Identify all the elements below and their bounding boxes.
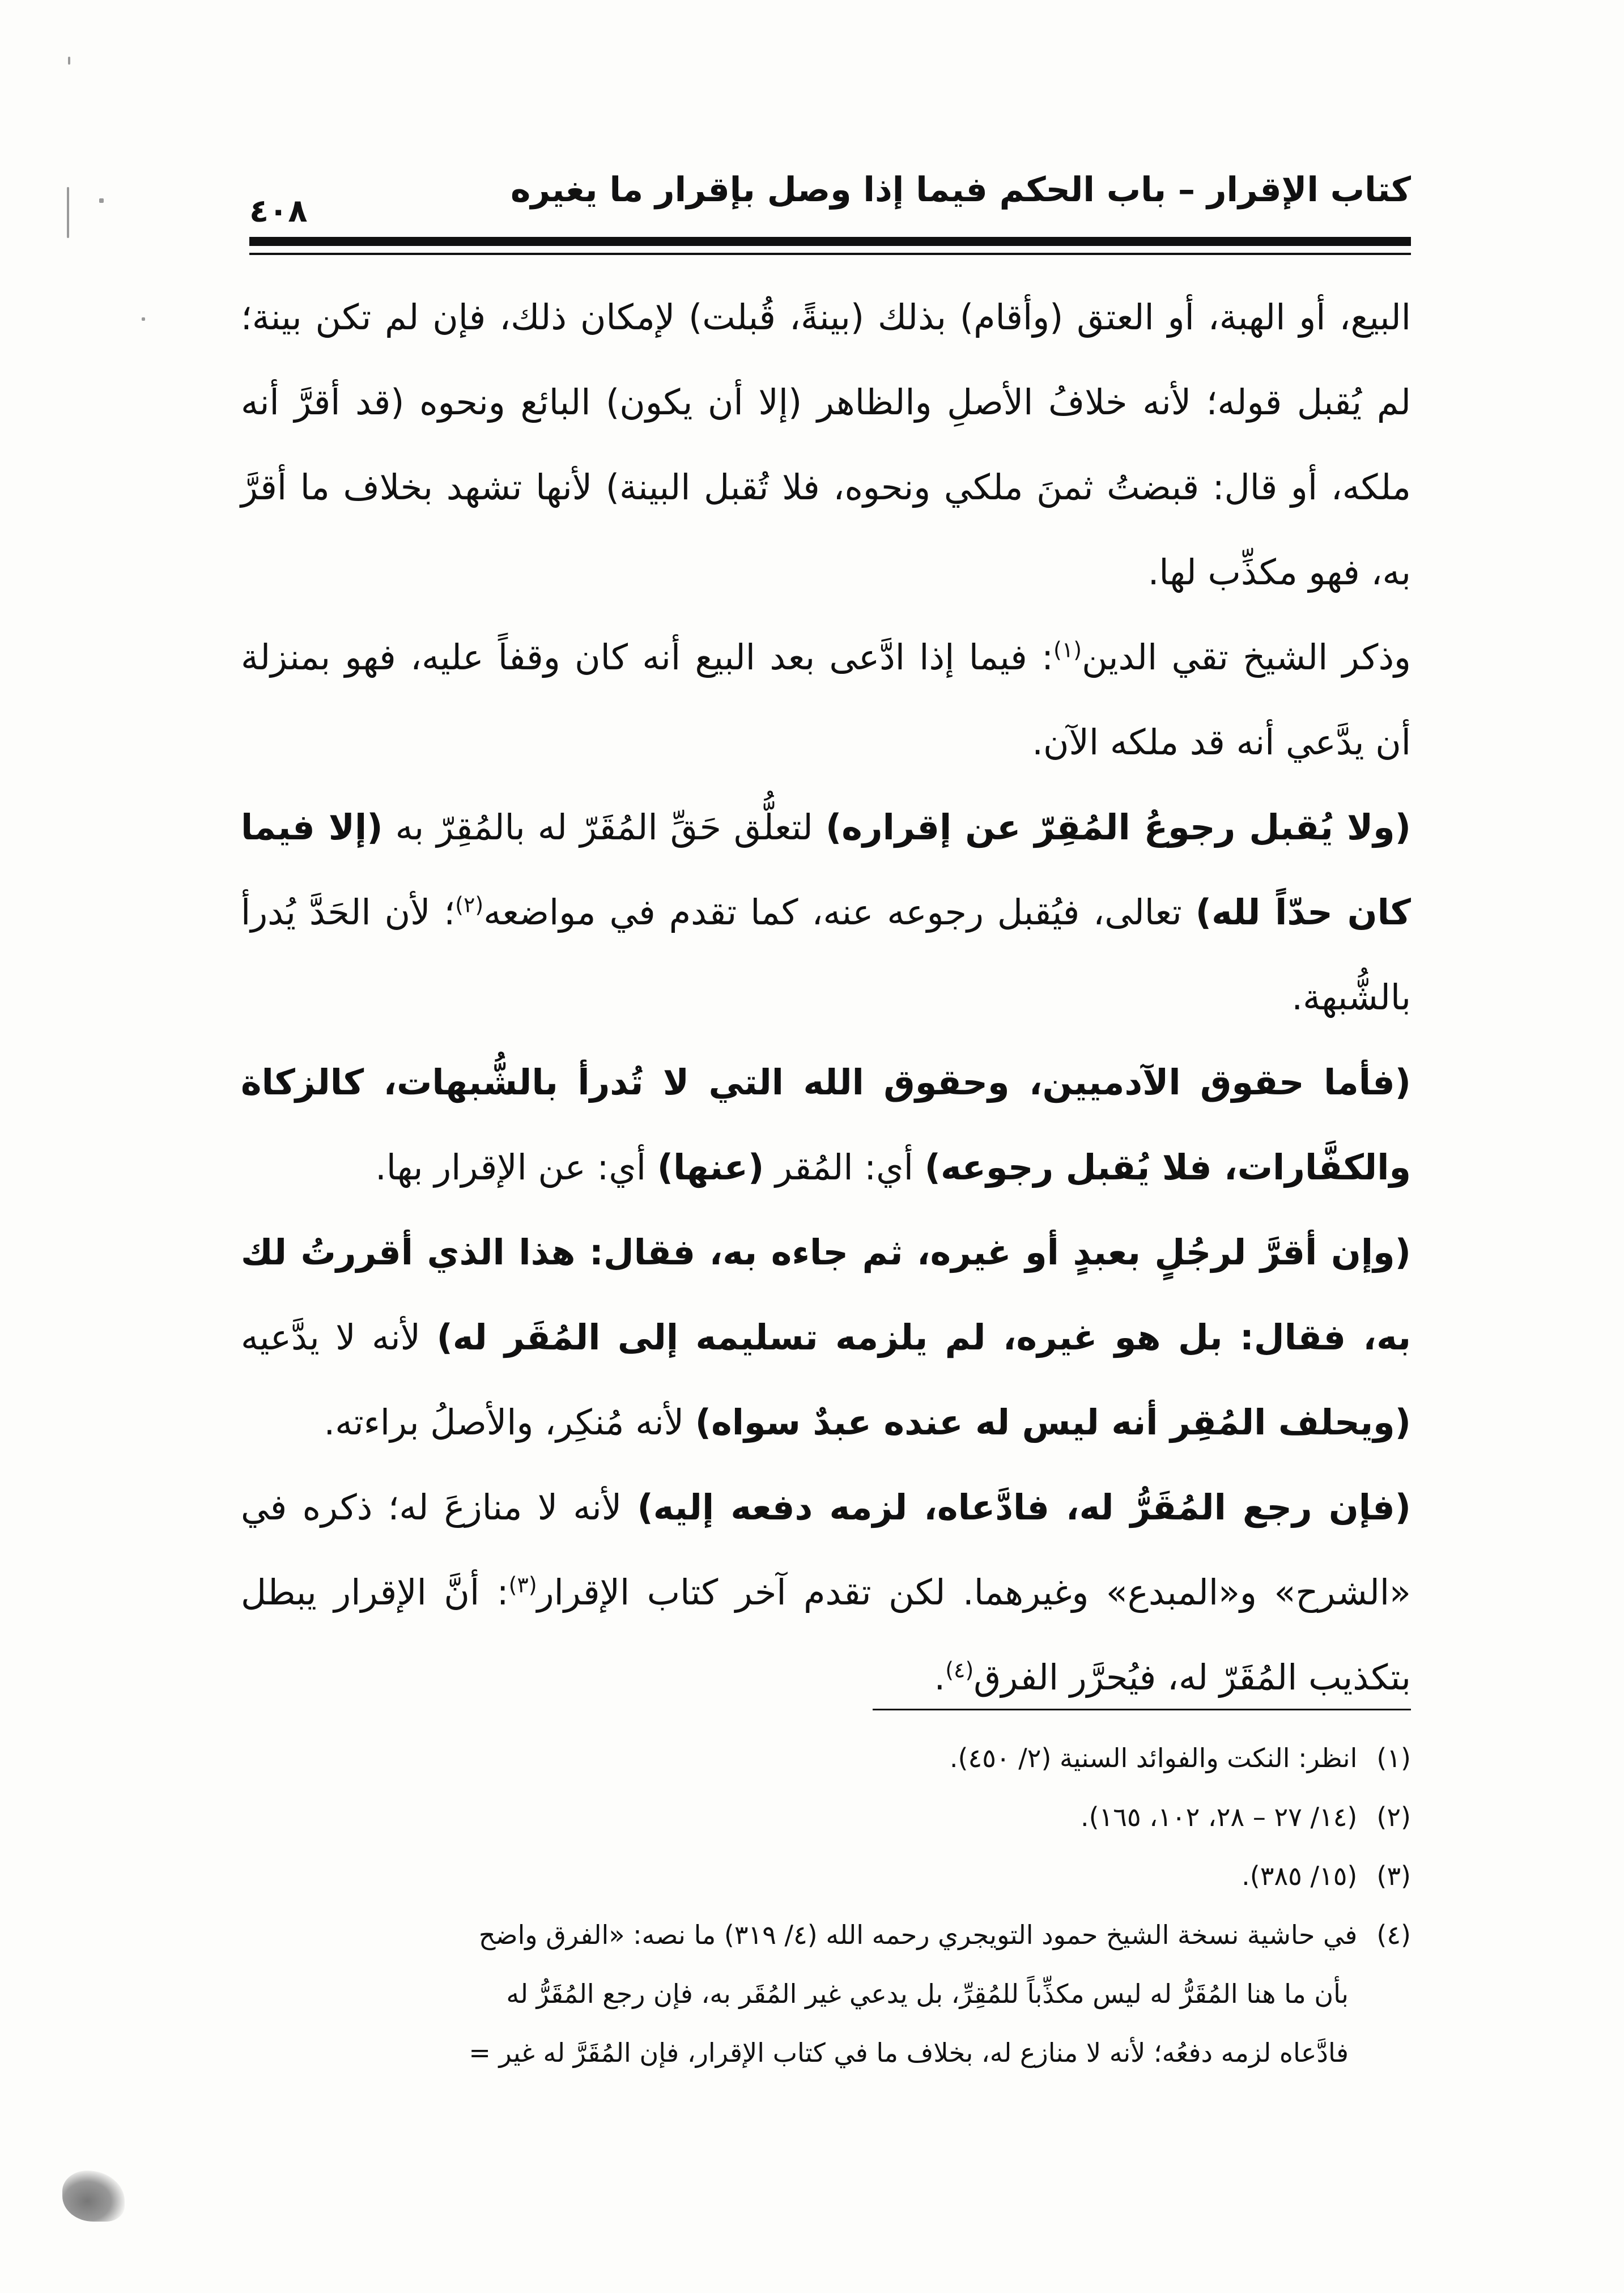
footnote-ref-1[interactable]: (١)	[1053, 637, 1082, 663]
sharh-text: لأنه لا منازعَ له؛ ذكره في «الشرح» و«المبدع» وغيرهما. لكن تقدم آخر كتاب الإقرار	[241, 1487, 1411, 1613]
matn-text: (عنها)	[657, 1146, 764, 1188]
footnote-number: (٤)	[1376, 1920, 1411, 1950]
paragraph-2-text: وذكر الشيخ تقي الدين	[1082, 636, 1411, 678]
paragraph-1: البيع، أو الهبة، أو العتق (وأقام) بذلك (بينةً، قُبلت) لإمكان ذلك، فإن لم تكن بينة؛ لم يُقبل قوله؛ لأنه خلافُ الأصلِ والظاهر (إلا أن يكون) البائع ونحوه (قد أقرَّ أنه ملكه، أو قال: قبضتُ ثمنَ ملكي ونحوه، فلا تُقبل البينة) لأنها تشهد بخلاف ما أقرَّ به، فهو مكذِّب لها.	[241, 296, 1411, 593]
footnote-ref-3[interactable]: (٣)	[508, 1572, 537, 1598]
page-number: ٤٠٨	[249, 193, 308, 230]
sharh-text: تعالى، فيُقبل رجوعه عنه، كما تقدم في مواضعه	[483, 891, 1196, 933]
matn-text: (ولا يُقبل رجوعُ المُقِرّ عن إقراره)	[825, 806, 1411, 848]
paragraph-6	[241, 1465, 1411, 1720]
footnote-text: في حاشية نسخة الشيخ حمود التويجري رحمه الله (٤/ ٣١٩) ما نصه: «الفرق واضح	[478, 1920, 1358, 1950]
footnotes	[241, 1729, 1411, 2082]
scan-speck	[67, 187, 69, 238]
matn-text: (وإن أقرَّ لرجُلٍ بعبدٍ أو غيره، ثم جاءه به، فقال: هذا الذي أقررتُ لك به، فقال: بل هو غيره، لم يلزمه تسليمه إلى المُقَر له)	[241, 1232, 1411, 1358]
scan-corner-smudge	[62, 2171, 125, 2222]
scan-speck	[68, 57, 70, 65]
footnote-4	[241, 1905, 1411, 1964]
paragraph-4	[241, 1040, 1411, 1210]
paragraph-2-rest: : فيما إذا ادَّعى بعد البيع أنه كان وقفاً عليه، فهو بمنزلة أن يدَّعي أنه قد ملكه الآن.	[241, 636, 1411, 763]
header-rule-thin	[249, 253, 1411, 255]
footnote-text: (١٤/ ٢٧ – ٢٨، ١٠٢، ١٦٥).	[1081, 1802, 1358, 1832]
footnote-separator	[873, 1709, 1411, 1710]
footnote-text: انظر: النكت والفوائد السنية (٢/ ٤٥٠).	[949, 1743, 1358, 1773]
paragraph-5	[241, 1210, 1411, 1465]
header-rule-thick	[249, 237, 1411, 246]
scan-speck	[142, 317, 145, 321]
matn-text: (فأما حقوق الآدميين، وحقوق الله التي لا تُدرأ بالشُّبهات، كالزكاة والكفَّارات، فلا يُقبل رجوعه)	[241, 1061, 1411, 1188]
main-text	[241, 275, 1411, 1720]
footnote-text: (١٥/ ٣٨٥).	[1242, 1861, 1358, 1891]
footnote-number: (٢)	[1376, 1802, 1411, 1832]
matn-text: (فإن رجع المُقَرُّ له، فادَّعاه، لزمه دفعه إليه)	[637, 1487, 1412, 1528]
sharh-text: .	[934, 1657, 946, 1698]
footnote-number: (١)	[1376, 1743, 1411, 1773]
matn-text: (ويحلف المُقِر أنه ليس له عنده عبدٌ سواه)	[695, 1402, 1411, 1443]
sharh-text: ؛ لأن الحَدَّ يُدرأ بالشُّبهة.	[241, 891, 1411, 1018]
sharh-text: أي: المُقر	[764, 1146, 925, 1188]
matn-text: (إلا فيما كان حدّاً لله)	[241, 806, 1411, 933]
sharh-text: لأنه لا يدَّعيه	[241, 1317, 437, 1358]
footnote-3	[241, 1846, 1411, 1905]
sharh-text: لتعلُّق حَقِّ المُقَرّ له بالمُقِرّ به	[382, 806, 826, 848]
page-header	[249, 153, 1411, 238]
footnote-ref-2[interactable]: (٢)	[455, 892, 484, 918]
footnote-4-continuation: بأن ما هنا المُقَرُّ له ليس مكذِّباً للمُقِرِّ، بل يدعي غير المُقَر به، فإن رجع المُقَرُّ له	[506, 1978, 1349, 2009]
footnote-2	[241, 1787, 1411, 1846]
footnote-4-continuation: فادَّعاه لزمه دفعُه؛ لأنه لا منازع له، بخلاف ما في كتاب الإقرار، فإن المُقَرَّ له غير =	[469, 2037, 1349, 2068]
running-title: كتاب الإقرار – باب الحكم فيما إذا وصل بإقرار ما يغيره	[510, 170, 1411, 210]
footnote-ref-4[interactable]: (٤)	[945, 1657, 974, 1683]
footnote-1	[241, 1729, 1411, 1787]
scan-speck	[99, 198, 104, 203]
paragraph-3	[241, 785, 1411, 1040]
sharh-text: لأنه مُنكِر، والأصلُ براءته.	[324, 1402, 695, 1443]
sharh-text: أي: عن الإقرار بها.	[375, 1146, 657, 1188]
sharh-text: : أنَّ الإقرار يبطل بتكذيب المُقَرّ له، فيُحرَّر الفرق	[241, 1572, 1411, 1698]
footnote-number: (٣)	[1376, 1861, 1411, 1891]
paragraph-2	[241, 615, 1411, 785]
